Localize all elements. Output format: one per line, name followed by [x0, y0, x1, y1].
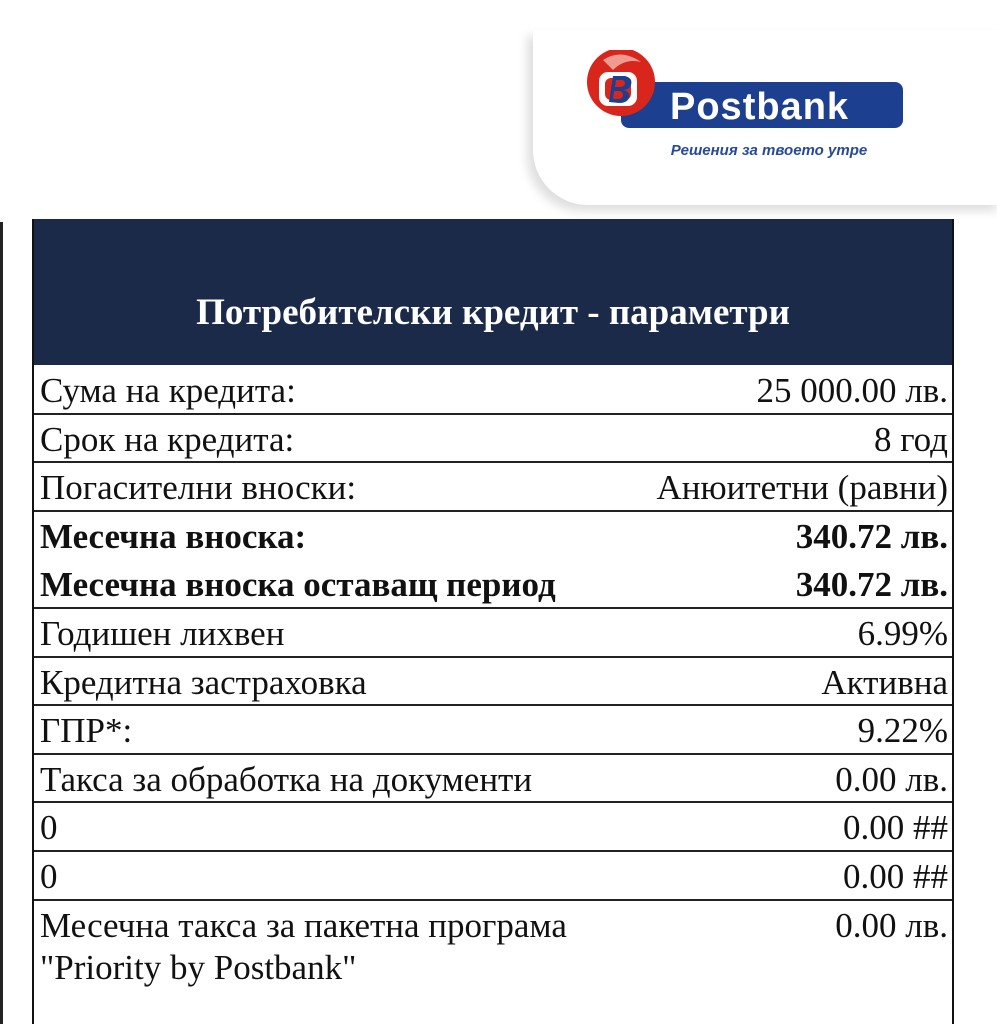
- panel-header: [34, 219, 952, 365]
- row-value: 0.00 лв.: [835, 759, 948, 799]
- row-label: 0: [40, 808, 58, 848]
- row-value: 340.72 лв.: [795, 516, 948, 556]
- row-value: 0.00 ##: [843, 856, 948, 896]
- row-label: ГПР*:: [40, 711, 133, 751]
- row-value: 0.00 лв.: [835, 905, 948, 945]
- panel-title: Потребителски кредит - параметри: [196, 292, 790, 333]
- table-row-placeholder: [34, 852, 952, 901]
- logo-tagline: Решения за твоето утре: [670, 142, 868, 159]
- table-row-credit-insurance: [34, 658, 952, 707]
- postbank-logo: [533, 0, 997, 210]
- row-label: Погасителни вноски:: [40, 468, 357, 508]
- row-value: 9.22%: [857, 711, 948, 751]
- table-row-repayment-type: [34, 463, 952, 512]
- table-row-credit-amount: [34, 366, 952, 415]
- row-label: 0: [40, 856, 58, 896]
- row-value: 6.99%: [857, 613, 948, 653]
- table-row-annual-interest: [34, 609, 952, 658]
- logo-wordmark: Postbank: [670, 86, 850, 128]
- table-row-monthly-installment: [34, 512, 952, 561]
- row-value: 8 год: [873, 419, 948, 459]
- row-label: Кредитна застраховка: [40, 662, 367, 702]
- row-label: Такса за обработка на документи: [40, 759, 533, 799]
- table-row-credit-term: [34, 415, 952, 464]
- parameters-table: [34, 366, 952, 1021]
- row-label: Срок на кредита:: [40, 419, 295, 459]
- table-row-placeholder: [34, 803, 952, 852]
- row-value: Анюитетни (равни): [656, 468, 948, 508]
- left-border-line: [0, 222, 3, 1024]
- row-value: 0.00 ##: [843, 808, 948, 848]
- row-label: Месечна такса за пакетна програма "Priority by Postbank": [40, 905, 567, 987]
- row-value: 340.72 лв.: [795, 565, 948, 605]
- row-label: Годишен лихвен: [40, 613, 285, 653]
- row-value: 25 000.00 лв.: [756, 371, 948, 410]
- table-row-apr: [34, 706, 952, 755]
- row-label: Месечна вноска:: [40, 516, 307, 556]
- table-row-remaining-installment: [34, 560, 952, 609]
- table-row-package-fee: [34, 901, 952, 1021]
- table-row-processing-fee: [34, 755, 952, 804]
- row-value: Активна: [821, 662, 948, 702]
- row-label: Месечна вноска оставащ период: [40, 565, 556, 605]
- row-label: Сума на кредита:: [40, 371, 296, 410]
